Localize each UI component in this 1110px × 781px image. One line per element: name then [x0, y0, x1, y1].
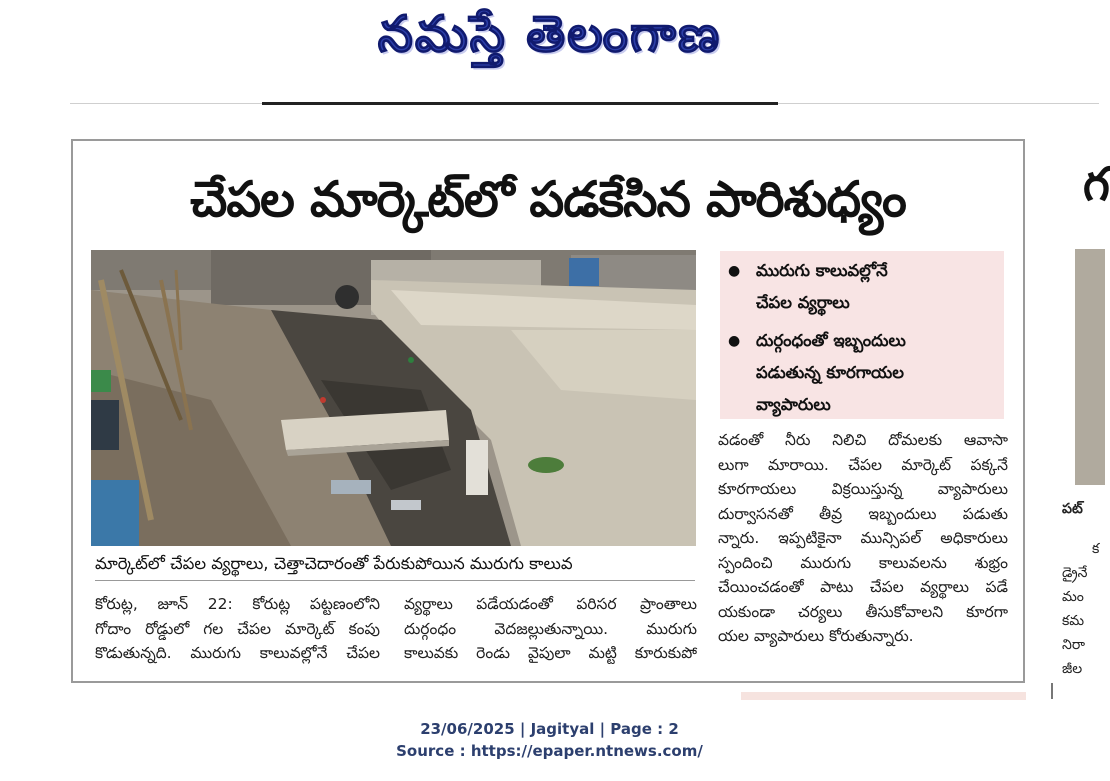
adjacent-photo: [1075, 249, 1105, 485]
adjacent-caption-fragment: పట్: [1062, 501, 1083, 517]
adjacent-text-line: మం: [1062, 589, 1084, 605]
edition-info: 23/06/2025 | Jagityal | Page : 2: [420, 720, 679, 738]
newspaper-title: నమస్తే తెలంగాణ: [377, 4, 722, 63]
source-link[interactable]: Source : https://epaper.ntnews.com/: [396, 742, 703, 760]
masthead: [0, 0, 1099, 80]
bullet-icon: ●: [728, 263, 741, 279]
body-column-3: వడంతో నీరు నిలిచి దోమలకు ఆవాసా లుగా మారాయి. చేపల మార్కెట్ పక్కనే కూరగాయలు విక్రయిస్తున్న వ్యాపారులు దుర్వాసనతో తీవ్ర ఇబ్బందులు పడుతు న్నారు. ఇప్పటికైనా మున్సిపల్ అధికారులు స్పందించి మురుగు కాలువలను శుభ్రం చేయించడంతో పాటు చేపల వ్యర్థాలు పడే యకుండా చర్యలు తీసుకోవాలని కూరగా యల వ్యాపారులు కోరుతున్నారు.: [718, 431, 1008, 645]
body-column-2: వ్యర్థాలు పడేయడంతో పరిసర ప్రాంతాలు దుర్గంధం వెదజల్లుతున్నాయి. మురుగు కాలువకు రెండు వైపులా మట్టి కూరుకుపో: [404, 595, 697, 662]
adjacent-text-line: నిరా: [1062, 637, 1085, 653]
adjacent-headline-fragment: గ: [1083, 157, 1110, 211]
masthead-underline: [262, 102, 778, 105]
bullet-icon: ●: [728, 333, 741, 349]
adjacent-text-line: జీల: [1062, 661, 1083, 677]
adjacent-text-line: డ్రైనే: [1062, 565, 1088, 581]
body-column-1: కోరుట్ల, జూన్ 22: కోరుట్ల పట్టణంలోని గోదాం రోడ్డులో గల చేపల మార్కెట్ కంపు కొడుతున్నది. మురుగు కాలువల్లోనే చేపల: [95, 595, 380, 662]
news-article-clipping: [71, 139, 1025, 683]
adjacent-text-line: క: [1092, 541, 1100, 557]
column-divider: [1051, 683, 1053, 699]
article-photo-drain: [91, 250, 696, 546]
adjacent-box-edge: [741, 692, 1026, 700]
article-headline: చేపల మార్కెట్‌లో పడకేసిన పారిశుధ్యం: [190, 171, 906, 228]
page-footer: [0, 718, 1099, 762]
highlights-box: ● మురుగు కాలువల్లోనే చేపల వ్యర్థాలు ● దుర్గంధంతో ఇబ్బందులు పడుతున్న కూరగాయల వ్యాపారులు: [720, 251, 1004, 419]
photo-caption: మార్కెట్‌లో చేపల వ్యర్థాలు, చెత్తాచెదారంతో పేరుకుపోయిన మురుగు కాలువ: [95, 554, 695, 581]
adjacent-article-fragment: [1048, 139, 1110, 683]
adjacent-text-line: కమ: [1062, 613, 1085, 629]
